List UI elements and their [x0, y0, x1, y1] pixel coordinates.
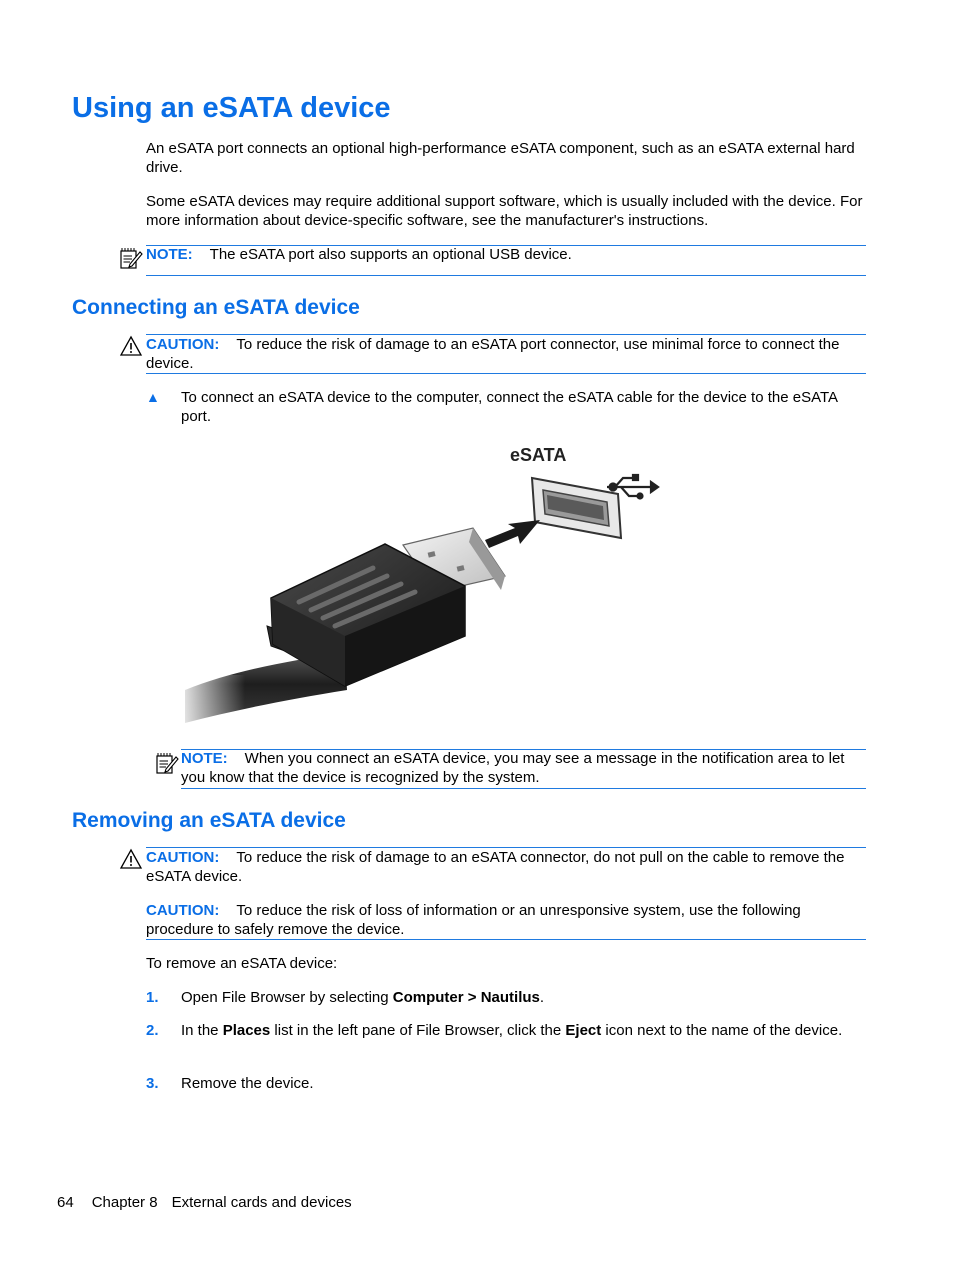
esata-connector-illustration: [175, 440, 675, 725]
caution-label: CAUTION:: [146, 849, 220, 866]
note-label: NOTE:: [146, 246, 193, 263]
note-1: [146, 245, 866, 264]
note-2: [181, 749, 866, 787]
note-icon: [119, 246, 143, 270]
caution-text: To reduce the risk of damage to an eSATA port connector, use minimal force to connect the device.: [146, 336, 840, 372]
note-2-bottom-rule: [181, 788, 866, 789]
note-text: When you connect an eSATA device, you may see a message in the notification area to let you know that the device is recognized by the system.: [181, 750, 845, 786]
step-marker-triangle: ▲: [146, 389, 160, 405]
section-heading-remove: Removing an eSATA device: [72, 809, 346, 832]
caution-remove-2: [146, 901, 866, 939]
step-text: Open File Browser by selecting: [181, 989, 393, 1006]
caution-label: CAUTION:: [146, 336, 220, 353]
caution-label: CAUTION:: [146, 902, 220, 919]
ui-term: Places: [222, 1022, 271, 1039]
caution-text: To reduce the risk of damage to an eSATA connector, do not pull on the cable to remove the eSATA device.: [146, 849, 845, 885]
page-title: Using an eSATA device: [72, 92, 391, 124]
step-text: icon next to the name of the device.: [601, 1022, 843, 1039]
step-1-text: [181, 988, 861, 1007]
caution-connect: [146, 335, 866, 373]
step-number: 1.: [146, 989, 159, 1006]
note-icon: [155, 751, 179, 775]
step-text: In the: [181, 1022, 223, 1039]
caution-icon: [119, 335, 143, 357]
step-2-text: [181, 1021, 861, 1040]
esata-port-label: eSATA: [510, 445, 567, 465]
page-number: 64: [57, 1194, 74, 1211]
caution-text: To reduce the risk of loss of information or an unresponsive system, use the following procedure to safely remove the device.: [146, 902, 801, 938]
step-text: list in the left pane of File Browser, click the: [270, 1022, 566, 1039]
chapter-title: External cards and devices: [171, 1194, 352, 1211]
chapter-number: Chapter 8: [91, 1194, 158, 1211]
step-3-text: Remove the device.: [181, 1075, 314, 1092]
caution-icon: [119, 848, 143, 870]
section-heading-connect: Connecting an eSATA device: [72, 296, 360, 319]
caution-remove-1: [146, 848, 866, 886]
note-bottom-rule: [146, 275, 866, 276]
menu-path: Computer > Nautilus: [392, 989, 540, 1006]
step-number: 3.: [146, 1075, 159, 1092]
intro-paragraph-1: An eSATA port connects an optional high-performance eSATA component, such as an eSATA external hard drive.: [146, 140, 855, 176]
connect-step-text: To connect an eSATA device to the computer, connect the eSATA cable for the device to the eSATA port.: [181, 389, 838, 425]
insertion-arrow-icon: [485, 520, 540, 548]
intro-paragraph-2: Some eSATA devices may require additional support software, which is usually included with the device. For more information about device-specific software, see the manufacturer's instructions.: [146, 193, 863, 229]
ui-term: Eject: [565, 1022, 602, 1039]
step-number: 2.: [146, 1022, 159, 1039]
caution-bottom-rule: [146, 373, 866, 374]
caution-remove-bottom-rule: [146, 939, 866, 940]
note-label: NOTE:: [181, 750, 228, 767]
step-text: .: [539, 989, 545, 1006]
note-text: The eSATA port also supports an optional USB device.: [209, 246, 572, 263]
footer: [57, 1193, 352, 1212]
remove-lead-in: To remove an eSATA device:: [146, 955, 338, 972]
